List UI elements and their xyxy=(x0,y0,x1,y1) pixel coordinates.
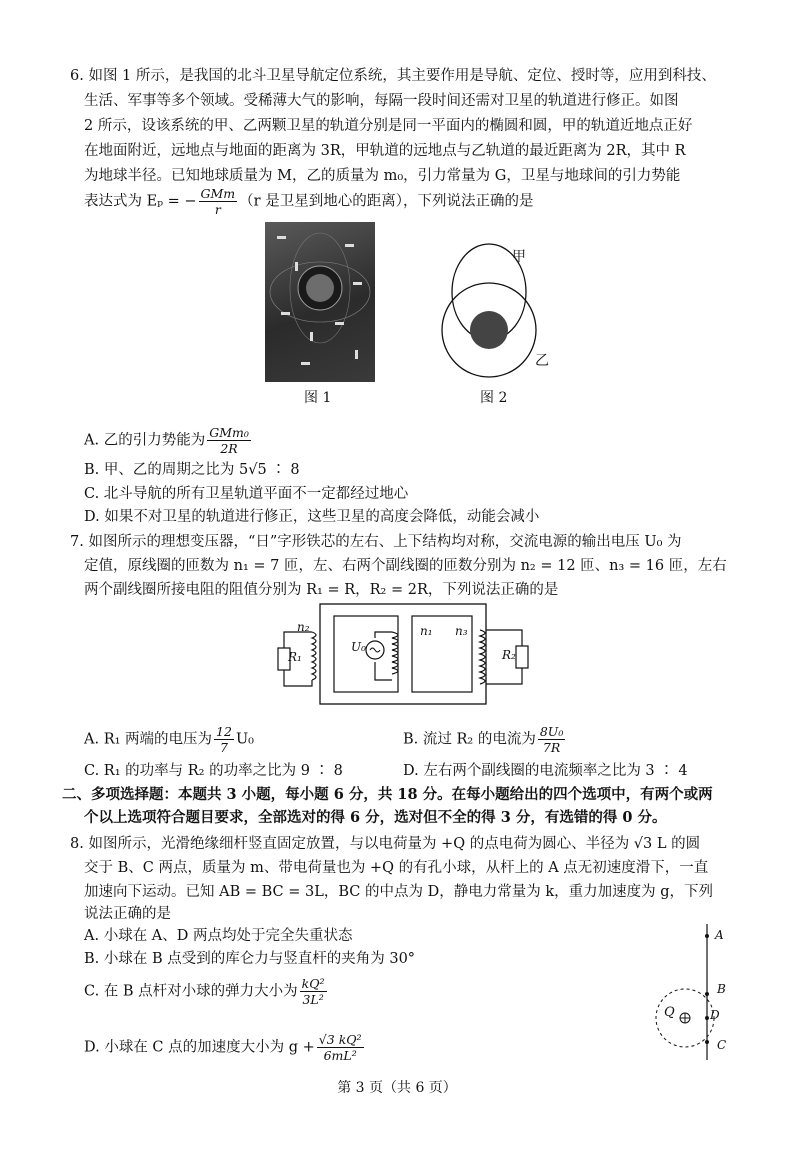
q6-text-line1: 6. 如图 1 所示，是我国的北斗卫星导航定位系统，其主要作用是导航、定位、授时等，应用到科技、 xyxy=(70,68,716,84)
q7-option-b: B. 流过 R₂ 的电流为 $\frac{\text{8U₀}}{7R}$ xyxy=(403,724,564,755)
q7-option-c: C. R₁ 的功率与 R₂ 的功率之比为 9 ∶ 8 xyxy=(84,763,343,779)
q6-text-line4: 在地面附近，远地点与地面的距离为 3R，甲轨道的远地点与乙轨道的最近距离为 2R，其中 R xyxy=(84,143,686,159)
satellite-scene-icon xyxy=(265,222,375,382)
q8-option-b: B. 小球在 B 点受到的库仑力与竖直杆的夹角为 30° xyxy=(84,951,416,967)
q8-option-d-fraction: $\frac{\text{√3 kQ²}}{\text{6mL²}}$ xyxy=(318,1032,362,1063)
q8-option-a: A. 小球在 A、D 两点均处于完全失重状态 xyxy=(84,928,353,944)
q7-text-line3: 两个副线圈所接电阻的阻值分别为 R₁ = R，R₂ = 2R，下列说法正确的是 xyxy=(84,582,559,598)
q6-potential-fraction: $\frac{\text{GMm}}{r}$ xyxy=(200,186,236,217)
q6-formula-prefix: 表达式为 Eₚ = − xyxy=(84,193,197,210)
section2-heading-line2: 个以上选项符合题目要求，全部选对的得 6 分，选对但不全的得 3 分，有选错的得 0 分。 xyxy=(84,809,667,826)
section2-heading-line1: 二、多项选择题：本题共 3 小题，每小题 6 分，共 18 分。在每小题给出的四个选项中，有两个或两 xyxy=(62,786,713,803)
q6-text-line6 xyxy=(84,186,533,217)
q6-formula-suffix: （r 是卫星到地心的距离），下列说法正确的是 xyxy=(239,193,534,210)
r1-label: R₁ xyxy=(288,650,302,664)
q6-option-a-fraction: $\frac{\text{GMm₀}}{2R}$ xyxy=(209,425,249,456)
q8-text-line2: 交于 B、C 两点，质量为 m、带电荷量也为 +Q 的有孔小球，从杆上的 A 点无初速度滑下，一直 xyxy=(84,860,709,876)
q8-option-d: D. 小球在 C 点的加速度大小为 g + $\frac{\text{√3 kQ²}}{\text{6mL²}}$ xyxy=(84,1032,362,1063)
q6-text-line2: 生活、军事等多个领域。受稀薄大气的影响，每隔一段时间还需对卫星的轨道进行修正。如图 xyxy=(84,93,679,109)
point-a-label: A xyxy=(715,928,724,942)
coil-n1-label: n₁ xyxy=(420,624,433,638)
coil-n3-label: n₃ xyxy=(455,624,468,638)
q6-option-d: D. 如果不对卫星的轨道进行修正，这些卫星的高度会降低，动能会减小 xyxy=(84,509,540,525)
orbit-jia-label: 甲 xyxy=(512,249,526,265)
q8-option-c: C. 在 B 点杆对小球的弹力大小为 $\frac{\text{kQ²}}{\text{3L²}}$ xyxy=(84,976,325,1007)
q7-option-a: A. R₁ 两端的电压为 $\frac{12}{7}$ U₀ xyxy=(84,724,254,755)
charge-q-label: Q xyxy=(664,1005,675,1020)
r2-label: R₂ xyxy=(502,648,516,662)
point-c-label: C xyxy=(717,1038,727,1052)
figure1-caption: 图 1 xyxy=(304,390,332,406)
q8-text-line1: 8. 如图所示，光滑绝缘细杆竖直固定放置，与以电荷量为 +Q 的点电荷为圆心、半径为 √3 L 的圆 xyxy=(70,836,701,852)
q6-option-b: B. 甲、乙的周期之比为 5√5 ∶ 8 xyxy=(84,462,300,478)
q8-option-c-fraction: $\frac{\text{kQ²}}{\text{3L²}}$ xyxy=(301,976,325,1007)
figure1-beidou-photo xyxy=(265,222,375,382)
source-u0-label: U₀ xyxy=(351,640,366,654)
q7-option-b-fraction: $\frac{\text{8U₀}}{7R}$ xyxy=(539,724,564,755)
figure2-caption: 图 2 xyxy=(480,390,508,406)
point-b-label: B xyxy=(717,982,726,996)
q6-option-a: A. 乙的引力势能为 $\frac{\text{GMm₀}}{2R}$ xyxy=(84,425,249,456)
q7-text-line2: 定值，原线圈的匝数为 n₁ = 7 匝，左、右两个副线圈的匝数分别为 n₂ = 12 匝、n₃ = 16 匝，左右 xyxy=(84,558,727,574)
q7-option-d: D. 左右两个副线圈的电流频率之比为 3 ∶ 4 xyxy=(403,763,688,779)
q8-text-line3: 加速向下运动。已知 AB = BC = 3L，BC 的中点为 D，静电力常量为 k，重力加速度为 g，下列 xyxy=(84,884,713,900)
coil-n2-label: n₂ xyxy=(297,620,310,634)
q7-text-line1: 7. 如图所示的理想变压器，“日”字形铁芯的左右、上下结构均对称，交流电源的输出电压 U₀ 为 xyxy=(70,534,682,550)
page-footer: 第 3 页（共 6 页） xyxy=(337,1080,457,1096)
q6-text-line5: 为地球半径。已知地球质量为 M，乙的质量为 m₀，引力常量为 G，卫星与地球间的引力势能 xyxy=(84,168,681,184)
q6-text-line3: 2 所示，设该系统的甲、乙两颗卫星的轨道分别是同一平面内的椭圆和圆，甲的轨道近地点正好 xyxy=(84,118,693,134)
q8-text-line4: 说法正确的是 xyxy=(84,906,171,922)
q6-option-c: C. 北斗导航的所有卫星轨道平面不一定都经过地心 xyxy=(84,486,409,502)
q7-option-a-fraction: $\frac{12}{7}$ xyxy=(216,724,232,755)
orbit-yi-label: 乙 xyxy=(535,353,549,369)
point-d-label: D xyxy=(710,1008,720,1022)
resistor-r2 xyxy=(516,646,528,668)
